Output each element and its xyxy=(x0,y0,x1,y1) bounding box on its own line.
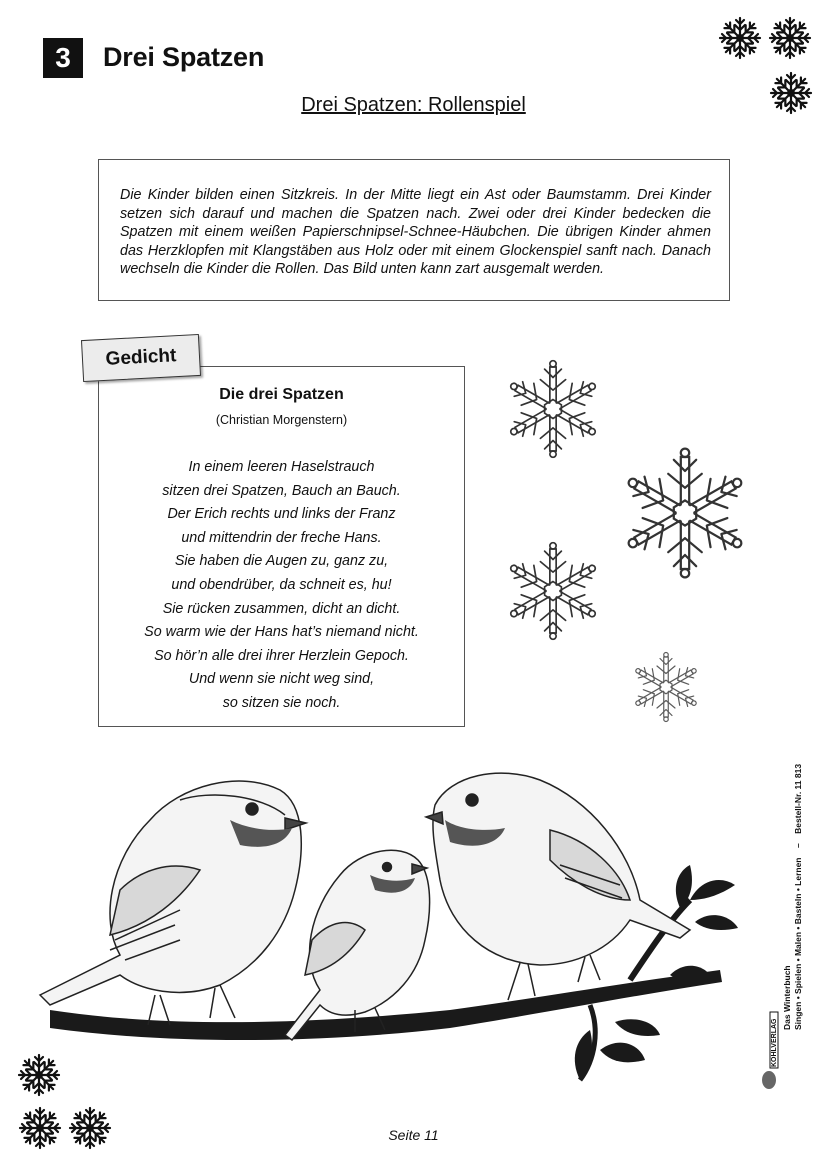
poem-tab-label: Gedicht xyxy=(81,334,201,382)
poem-line: Und wenn sie nicht weg sind, xyxy=(188,671,375,688)
poem-line: und mittendrin der freche Hans. xyxy=(181,529,382,546)
poem-line: Sie haben die Augen zu, ganz zu, xyxy=(174,553,389,570)
sparrow-illustration xyxy=(426,773,690,1000)
snowflake-icon xyxy=(505,361,601,458)
side-separator: – xyxy=(793,843,803,849)
poem-title: Die drei Spatzen xyxy=(219,386,344,403)
order-number: Bestell-Nr. 11 813 xyxy=(793,763,803,834)
poem-line: sitzen drei Spatzen, Bauch an Bauch. xyxy=(162,482,401,499)
instruction-text: Die Kinder bilden einen Sitzkreis. In der Mitte liegt ein Ast oder Baumstamm. Drei Kinder setzen sich darauf und machen die Spatzen nach. Zwei oder drei Kinder bedecken die Spatzen mit einem weißen Papierschnipsel-Schnee-Häubchen. Die übrigen Kinder ahmen das Herzklopfen mit Klangstäben aus Holz oder mit einem Glockenspiel sanft nach. Danach wechseln die Kinder die Rollen. Das Bild unten kann zart ausgemalt werden. xyxy=(120,187,711,278)
sparrow-illustration xyxy=(285,850,430,1040)
instruction-box xyxy=(98,159,730,301)
book-subtitle: Singen • Spielen • Malen • Basteln • Lernen xyxy=(793,857,803,1030)
poem-line: so sitzen sie noch. xyxy=(222,694,341,711)
sparrows-illustration xyxy=(30,760,750,1090)
poem-line: Sie rücken zusammen, dicht an dicht. xyxy=(162,600,401,617)
poem-author: (Christian Morgenstern) xyxy=(215,413,348,427)
snowflake-icon xyxy=(770,18,810,58)
section-subtitle: Drei Spatzen: Rollenspiel xyxy=(301,94,526,116)
chapter-number: 3 xyxy=(43,38,83,78)
snowflake-icon xyxy=(505,543,601,640)
side-info xyxy=(782,764,804,1030)
snowflake-icon xyxy=(19,1055,59,1095)
poem-line: und obendrüber, da schneit es, hu! xyxy=(171,576,392,593)
poem-line: So hör’n alle drei ihrer Herzlein Gepoch. xyxy=(154,647,409,664)
poem-lines xyxy=(99,456,464,716)
page-number: Seite 11 xyxy=(388,1127,439,1143)
publisher-logo xyxy=(759,1010,779,1092)
snowflake-icon xyxy=(621,449,749,578)
chapter-title: Drei Spatzen xyxy=(103,42,265,72)
poem-line: So warm wie der Hans hat’s niemand nicht. xyxy=(144,624,419,641)
poem-box xyxy=(98,366,465,727)
snowflake-cluster-middle xyxy=(495,355,765,730)
poem-line: Der Erich rechts und links der Franz xyxy=(167,506,396,523)
poem-line: In einem leeren Haselstrauch xyxy=(188,459,375,475)
book-title: Das Winterbuch xyxy=(782,965,792,1030)
snowflake-icon xyxy=(632,653,701,722)
sparrow-illustration xyxy=(40,781,306,1025)
snowflake-icon xyxy=(720,18,760,58)
publisher-name: KOHLVERLAG xyxy=(771,1018,778,1067)
